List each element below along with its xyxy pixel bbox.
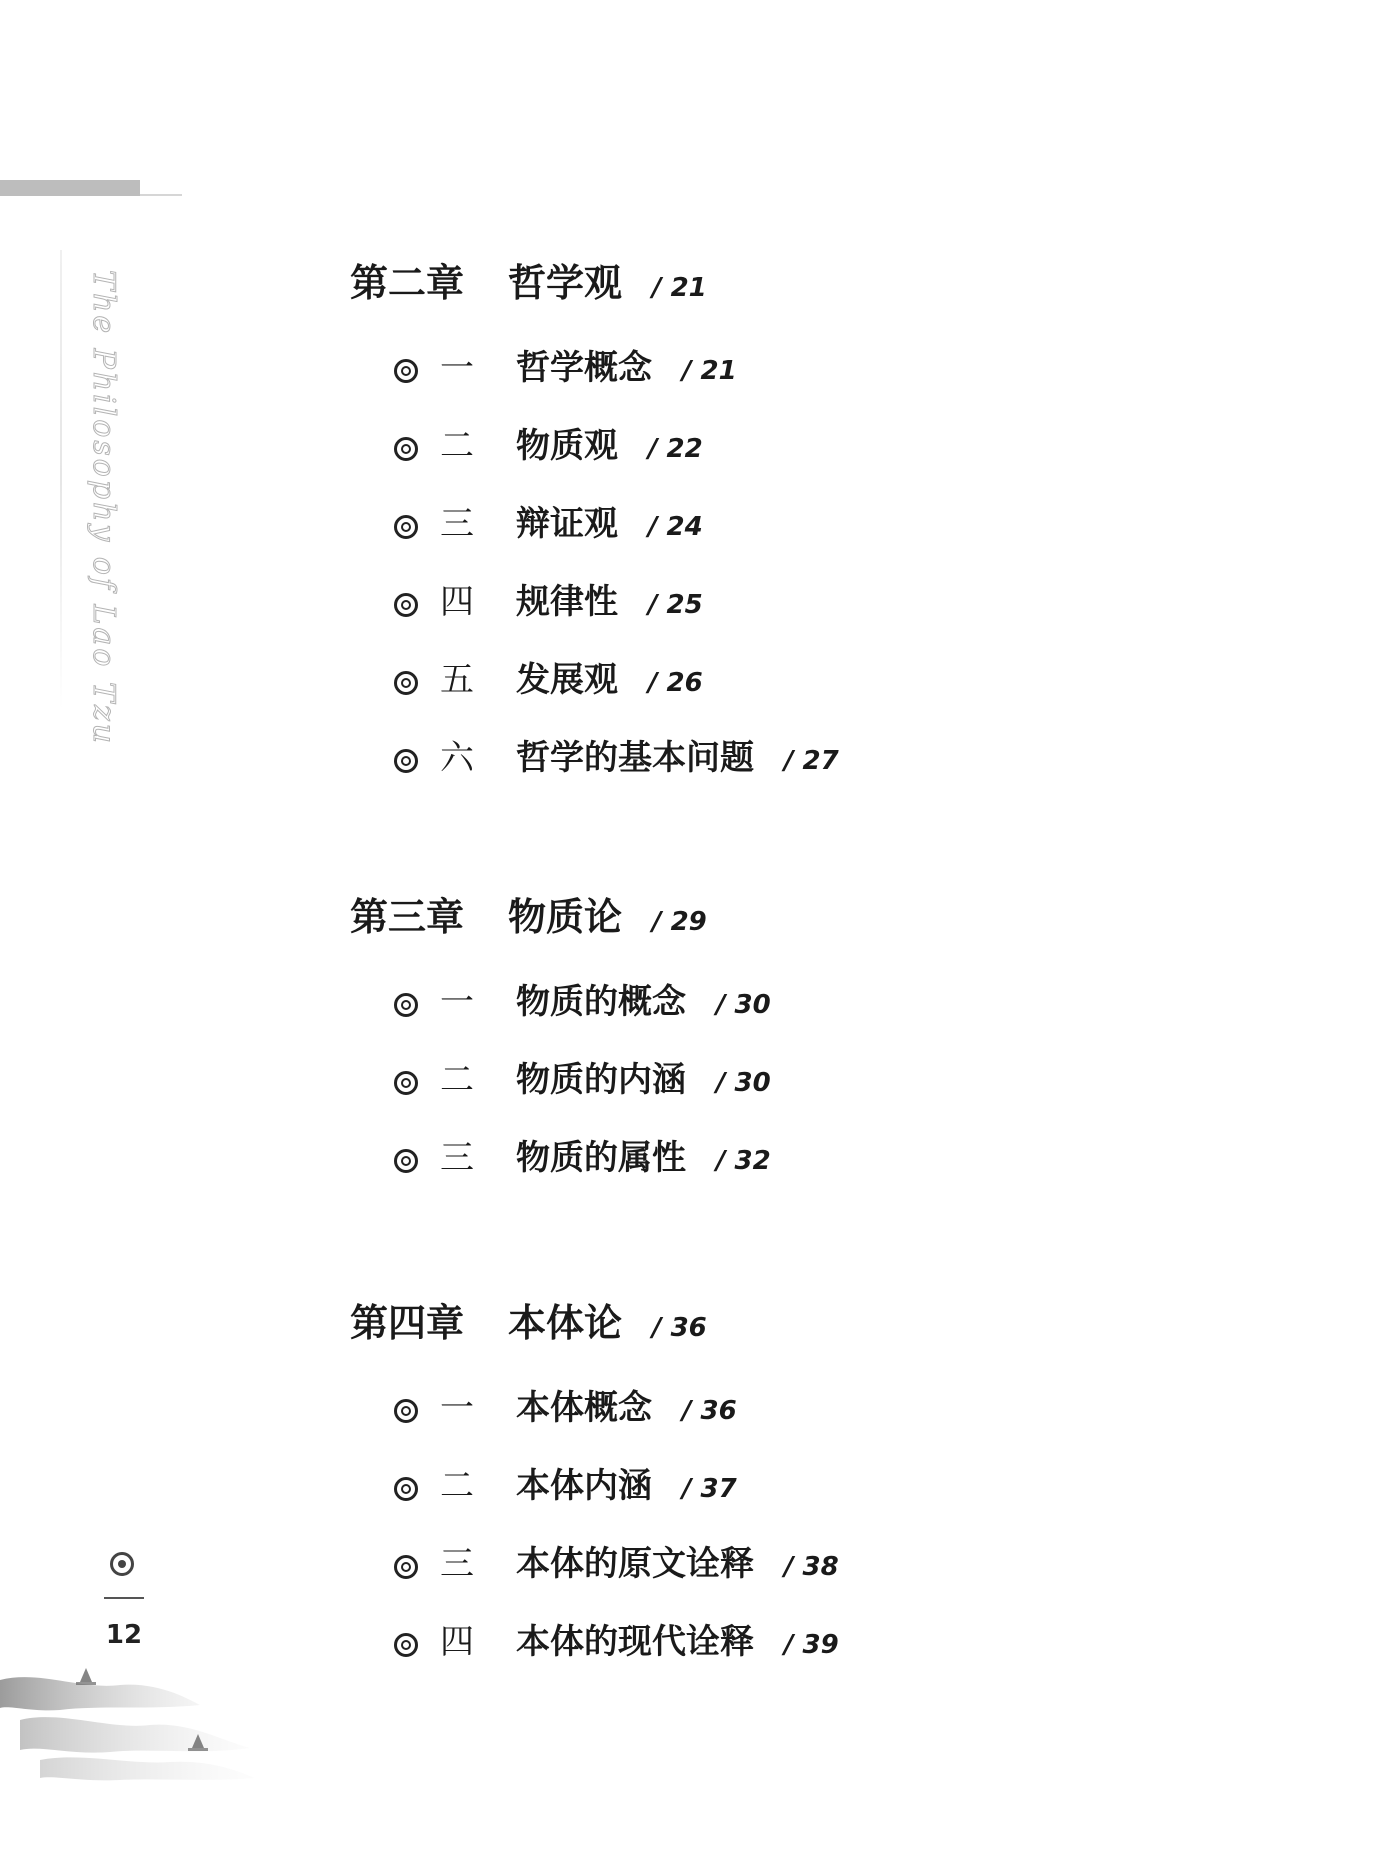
header-decor-line (140, 194, 182, 196)
toc-entry[interactable] (394, 1052, 771, 1101)
toc-entry[interactable] (394, 652, 703, 701)
toc-entry[interactable] (394, 340, 737, 389)
section-page-ref: / 24 (648, 512, 703, 542)
bullseye-bullet-icon (394, 1071, 418, 1095)
section-title: 哲学的基本问题 (516, 738, 754, 778)
section-page-ref: / 27 (784, 746, 839, 776)
section-page-ref: / 30 (716, 990, 771, 1020)
chapter-heading[interactable] (350, 1292, 707, 1347)
section-number: 五 (440, 660, 474, 700)
section-page-ref: / 32 (716, 1146, 771, 1176)
section-title: 本体内涵 (516, 1466, 652, 1506)
chapter-page-ref: / 36 (652, 1313, 707, 1343)
section-number: 二 (440, 1060, 474, 1100)
footer-rule (104, 1597, 144, 1599)
chapter-title: 哲学观 (508, 261, 623, 305)
chapter-number: 第三章 (350, 895, 465, 939)
section-page-ref: / 37 (682, 1474, 737, 1504)
ink-landscape-illustration (0, 1660, 260, 1790)
bullseye-bullet-icon (394, 359, 418, 383)
section-title: 物质的概念 (516, 982, 686, 1022)
section-number: 一 (440, 1388, 474, 1428)
section-title: 物质观 (516, 426, 618, 466)
bullseye-bullet-icon (394, 749, 418, 773)
toc-entry[interactable] (394, 974, 771, 1023)
chapter-title: 本体论 (508, 1301, 623, 1345)
toc-entry[interactable] (394, 1380, 737, 1429)
section-title: 本体的现代诠释 (516, 1622, 754, 1662)
section-title: 本体的原文诠释 (516, 1544, 754, 1584)
section-page-ref: / 26 (648, 668, 703, 698)
section-number: 一 (440, 348, 474, 388)
chapter-heading[interactable] (350, 886, 707, 941)
chapter-number: 第二章 (350, 261, 465, 305)
chapter-page-ref: / 29 (652, 907, 707, 937)
bullseye-bullet-icon (394, 1633, 418, 1657)
bullseye-bullet-icon (394, 1555, 418, 1579)
toc-entry[interactable] (394, 1536, 839, 1585)
toc-entry[interactable] (394, 730, 839, 779)
toc-entry[interactable] (394, 1130, 771, 1179)
toc-entry[interactable] (394, 574, 703, 623)
toc-entry[interactable] (394, 1458, 737, 1507)
bullseye-bullet-icon (394, 1149, 418, 1173)
section-number: 四 (440, 1622, 474, 1662)
header-decor-bar (0, 180, 140, 196)
side-book-title: The Philosophy of Lao Tzu (86, 270, 121, 747)
bullseye-bullet-icon (394, 593, 418, 617)
section-page-ref: / 25 (648, 590, 703, 620)
chapter-heading[interactable] (350, 252, 707, 307)
bullseye-footer-icon (110, 1552, 134, 1576)
section-page-ref: / 36 (682, 1396, 737, 1426)
side-decor-rule (60, 250, 62, 710)
section-title: 本体概念 (516, 1388, 652, 1428)
section-title: 规律性 (516, 582, 618, 622)
bullseye-bullet-icon (394, 671, 418, 695)
section-title: 发展观 (516, 660, 618, 700)
page-number: 12 (105, 1620, 143, 1650)
section-number: 三 (440, 504, 474, 544)
section-title: 辩证观 (516, 504, 618, 544)
section-page-ref: / 39 (784, 1630, 839, 1660)
section-number: 二 (440, 1466, 474, 1506)
section-page-ref: / 21 (682, 356, 737, 386)
toc-entry[interactable] (394, 418, 703, 467)
chapter-title: 物质论 (508, 895, 623, 939)
toc-entry[interactable] (394, 496, 703, 545)
bullseye-bullet-icon (394, 1399, 418, 1423)
section-page-ref: / 30 (716, 1068, 771, 1098)
section-number: 六 (440, 738, 474, 778)
section-title: 物质的属性 (516, 1138, 686, 1178)
bullseye-bullet-icon (394, 437, 418, 461)
chapter-number: 第四章 (350, 1301, 465, 1345)
section-number: 三 (440, 1544, 474, 1584)
bullseye-bullet-icon (394, 1477, 418, 1501)
bullseye-bullet-icon (394, 515, 418, 539)
toc-entry[interactable] (394, 1614, 839, 1663)
section-page-ref: / 22 (648, 434, 703, 464)
chapter-page-ref: / 21 (652, 273, 707, 303)
section-title: 哲学概念 (516, 348, 652, 388)
section-number: 三 (440, 1138, 474, 1178)
section-number: 二 (440, 426, 474, 466)
bullseye-bullet-icon (394, 993, 418, 1017)
section-page-ref: / 38 (784, 1552, 839, 1582)
section-number: 四 (440, 582, 474, 622)
section-number: 一 (440, 982, 474, 1022)
section-title: 物质的内涵 (516, 1060, 686, 1100)
